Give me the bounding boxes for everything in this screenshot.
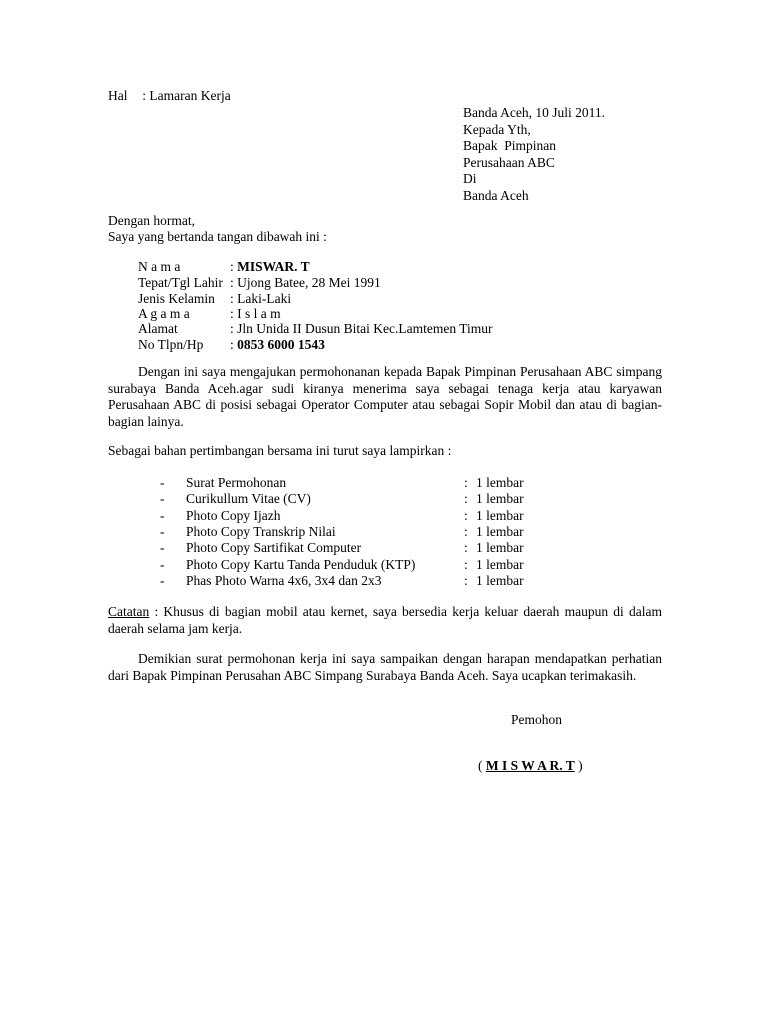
identity-separator: :	[230, 291, 234, 306]
attachment-qty: 1 lembar	[476, 524, 524, 539]
attachment-bullet: -	[160, 508, 165, 523]
attachment-name: Photo Copy Kartu Tanda Penduduk (KTP)	[186, 557, 416, 572]
attachment-qty: 1 lembar	[476, 557, 524, 572]
attachment-qty: 1 lembar	[476, 540, 524, 555]
identity-label: N a m a	[138, 259, 181, 274]
signature-name: M I S W A R. T	[485, 758, 575, 773]
attachment-qty: 1 lembar	[476, 573, 524, 588]
note-label: Catatan	[108, 604, 150, 619]
identity-value: MISWAR. T	[237, 259, 310, 274]
attachment-separator: :	[464, 491, 468, 506]
greeting: Dengan hormat,	[108, 213, 195, 228]
attachment-separator: :	[464, 573, 468, 588]
identity-value: Jln Unida II Dusun Bitai Kec.Lamtemen Timur	[237, 321, 493, 336]
attachment-separator: :	[464, 524, 468, 539]
identity-separator: :	[230, 306, 234, 321]
identity-row-address	[138, 321, 493, 337]
identity-label: Tepat/Tgl Lahir	[138, 275, 223, 290]
closing-paragraph: Demikian surat permohonan kerja ini saya sampaikan dengan harapan mendapatkan perhatian dari Bapak Pimpinan Perusahan ABC Simpang Surabaya Banda Aceh. Saya ucapkan terimakasih.	[108, 651, 662, 683]
identity-separator: :	[230, 337, 234, 352]
attachment-qty: 1 lembar	[476, 508, 524, 523]
subject-separator: :	[142, 88, 147, 103]
recipient-date: Banda Aceh, 10 Juli 2011.	[463, 105, 605, 120]
identity-separator: :	[230, 259, 234, 274]
attachment-qty: 1 lembar	[476, 491, 524, 506]
attachment-name: Photo Copy Sartifikat Computer	[186, 540, 362, 555]
recipient-line: Perusahaan ABC	[463, 154, 555, 170]
attachment-bullet: -	[160, 491, 165, 506]
identity-row-gender	[138, 291, 291, 307]
note-paragraph	[108, 604, 666, 637]
recipient-line: Kepada Yth,	[463, 121, 531, 137]
note-text: : Khusus di bagian mobil atau kernet, saya bersedia kerja keluar daerah maupun di dalam daerah selama jam kerja.	[108, 604, 666, 636]
body-paragraph: Dengan ini saya mengajukan permohonanan kepada Bapak Pimpinan Perusahaan ABC simpang surabaya Banda Aceh.agar sudi kiranya menerima saya sebagai tenaga kerja atau karyawan Perusahaan ABC di posisi sebagai Operator Computer atau sebagai Sopir Mobil dan atau di bagian-bagian lainya.	[108, 364, 662, 429]
attachment-bullet: -	[160, 540, 165, 555]
identity-label: No Tlpn/Hp	[138, 337, 204, 352]
attachment-bullet: -	[160, 557, 165, 572]
subject-value: Lamaran Kerja	[149, 88, 231, 103]
identity-value: Laki-Laki	[237, 291, 292, 306]
signature-role: Pemohon	[511, 712, 563, 727]
subject-label: Hal	[108, 88, 128, 103]
identity-row-name	[138, 259, 310, 275]
signature-open-paren: (	[478, 758, 483, 773]
attachment-separator: :	[464, 508, 468, 523]
identity-row-birth	[138, 275, 381, 291]
identity-label: Alamat	[138, 321, 178, 336]
identity-value: Ujong Batee, 28 Mei 1991	[237, 275, 381, 290]
recipient-line: Bapak Pimpinan	[463, 138, 556, 154]
identity-separator: :	[230, 321, 234, 336]
signature-name-line	[478, 758, 583, 774]
attachment-separator: :	[464, 475, 468, 490]
identity-separator: :	[230, 275, 234, 290]
identity-label: A g a m a	[138, 306, 190, 321]
identity-value: I s l a m	[237, 306, 281, 321]
attachment-bullet: -	[160, 524, 165, 539]
attachment-bullet: -	[160, 573, 165, 588]
attachment-name: Photo Copy Transkrip Nilai	[186, 524, 336, 539]
attachment-name: Curikullum Vitae (CV)	[186, 491, 311, 506]
attachment-name: Phas Photo Warna 4x6, 3x4 dan 2x3	[186, 573, 382, 588]
identity-row-religion	[138, 306, 281, 322]
identity-value: 0853 6000 1543	[237, 337, 325, 352]
attachments-intro: Sebagai bahan pertimbangan bersama ini turut saya lampirkan :	[108, 443, 452, 458]
attachment-bullet: -	[160, 475, 165, 490]
attachment-separator: :	[464, 540, 468, 555]
attachment-separator: :	[464, 557, 468, 572]
signature-close-paren: )	[578, 758, 583, 773]
identity-row-phone	[138, 337, 325, 353]
attachment-name: Surat Permohonan	[186, 475, 287, 490]
recipient-line: Banda Aceh	[463, 187, 529, 203]
subject-line	[108, 88, 231, 104]
intro-line: Saya yang bertanda tangan dibawah ini :	[108, 229, 327, 244]
attachment-name: Photo Copy Ijazh	[186, 508, 281, 523]
recipient-block	[463, 105, 605, 205]
recipient-line: Di	[463, 171, 477, 187]
attachment-qty: 1 lembar	[476, 475, 524, 490]
identity-label: Jenis Kelamin	[138, 291, 215, 306]
